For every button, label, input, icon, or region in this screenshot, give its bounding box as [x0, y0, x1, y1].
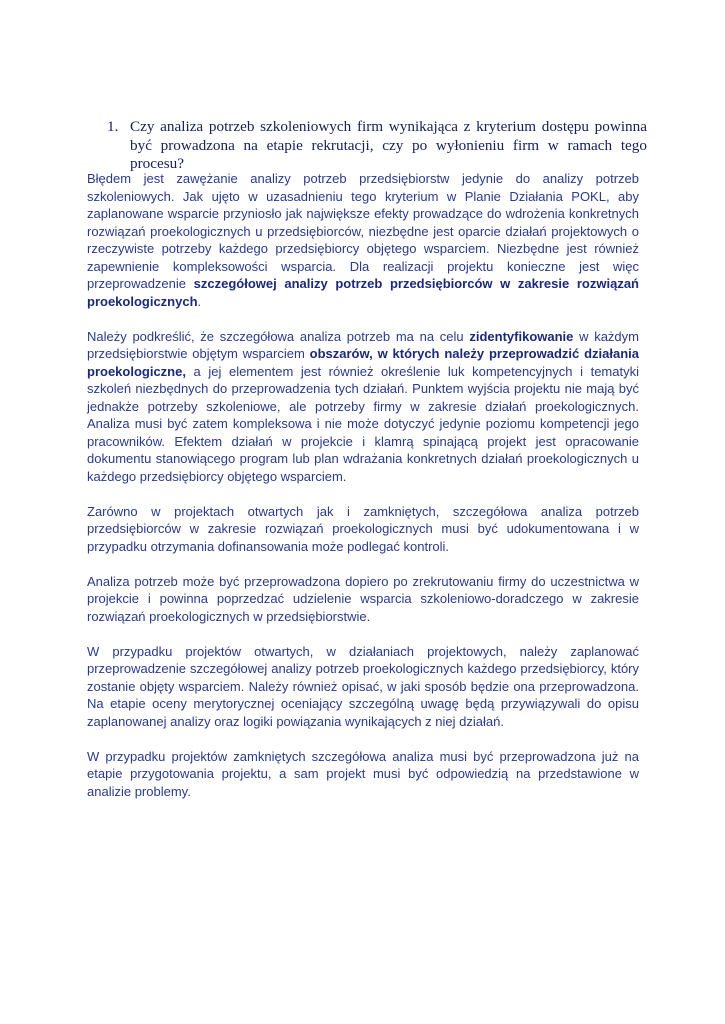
paragraph-text: w każdym przedsiębiorstwie objętym wsparciem: [87, 328, 639, 361]
paragraph-text: Błędem jest zawężanie analizy potrzeb przedsiębiorstw jedynie do analizy potrzeb szkoleniowych. Jak ujęto w uzasadnieniu tego kryterium w Planie Działania POKL, aby zaplanowane wsparcie przyniosło jak największe efekty prowadzące do wdrożenia konkretnych rozwiązań proekologicznych u przedsiębiorców, niezbędne jest oparcie działań projektowych o rzeczywiste potrzeby każdego przedsiębiorcy objętego wsparciem. Niezbędne jest również zapewnienie kompleksowości wsparcia. Dla realizacji projektu konieczne jest więc przeprowadzenie: [87, 171, 639, 291]
paragraph: [87, 328, 639, 486]
paragraph: [87, 503, 639, 556]
bold-text: szczegółowej analizy potrzeb przedsiębiorców w zakresie rozwiązań proekologicznych: [87, 276, 639, 309]
paragraph-text: W przypadku projektów otwartych, w działaniach projektowych, należy zaplanować przeprowadzenie szczegółowej analizy potrzeb proekologicznych każdego przedsiębiorcy, który zostanie objęty wsparciem. Należy również opisać, w jaki sposób będzie ona przeprowadzona. Na etapie oceny merytorycznej oceniający szczególną uwagę będą przywiązywali do opisu zaplanowanej analizy oraz logiki powiązania wynikających z niej działań.: [87, 643, 639, 729]
paragraph-text: W przypadku projektów zamkniętych szczegółowa analiza musi być przeprowadzona już na etapie przygotowania projektu, a sam projekt musi być odpowiedzią na przedstawione w analizie problemy.: [87, 748, 639, 799]
paragraph: [87, 170, 639, 310]
question-number: 1.: [107, 118, 119, 135]
paragraph-text: a jej elementem jest również określenie luk kompetencyjnych i tematyki szkoleń niezbędnych do przeprowadzenia tych działań. Punktem wyjścia projektu nie mają być jednakże potrzeby szkoleniowe, ale potrzeby firmy w zakresie działań proekologicznych. Analiza musi być zatem kompleksowa i nie może dotyczyć jedynie poziomu kompetencji jego pracowników. Efektem działań w projekcie i klamrą spinającą projekt jest opracowanie dokumentu stanowiącego program lub plan wdrażania konkretnych działań proekologicznych u każdego przedsiębiorcy objętego wsparciem.: [87, 363, 639, 484]
paragraph-text: Należy podkreślić, że szczegółowa analiza potrzeb ma na celu: [87, 328, 470, 344]
paragraph: [87, 643, 639, 731]
paragraph: [87, 573, 639, 626]
question-text: Czy analiza potrzeb szkoleniowych firm wynikająca z kryterium dostępu powinna być prowadzona na etapie rekrutacji, czy po wyłonieniu firm w ramach tego procesu?: [130, 118, 647, 172]
bold-text: obszarów, w których należy przeprowadzić działania proekologiczne,: [87, 346, 639, 379]
paragraph-text: .: [197, 293, 202, 309]
question-item: [107, 118, 647, 174]
paragraph-text: Zarówno w projektach otwartych jak i zamkniętych, szczegółowa analiza potrzeb przedsiębiorców w zakresie rozwiązań proekologicznych musi być udokumentowana i w przypadku otrzymania dofinansowania może podlegać kontroli.: [87, 503, 639, 554]
bold-text: zidentyfikowanie: [469, 328, 574, 344]
paragraph: [87, 748, 639, 801]
paragraph-text: Analiza potrzeb może być przeprowadzona dopiero po zrekrutowaniu firmy do uczestnictwa w projekcie i powinna poprzedzać udzielenie wsparcia szkoleniowo-doradczego w zakresie rozwiązań proekologicznych w przedsiębiorstwie.: [87, 573, 639, 624]
answer-body: [87, 170, 639, 800]
